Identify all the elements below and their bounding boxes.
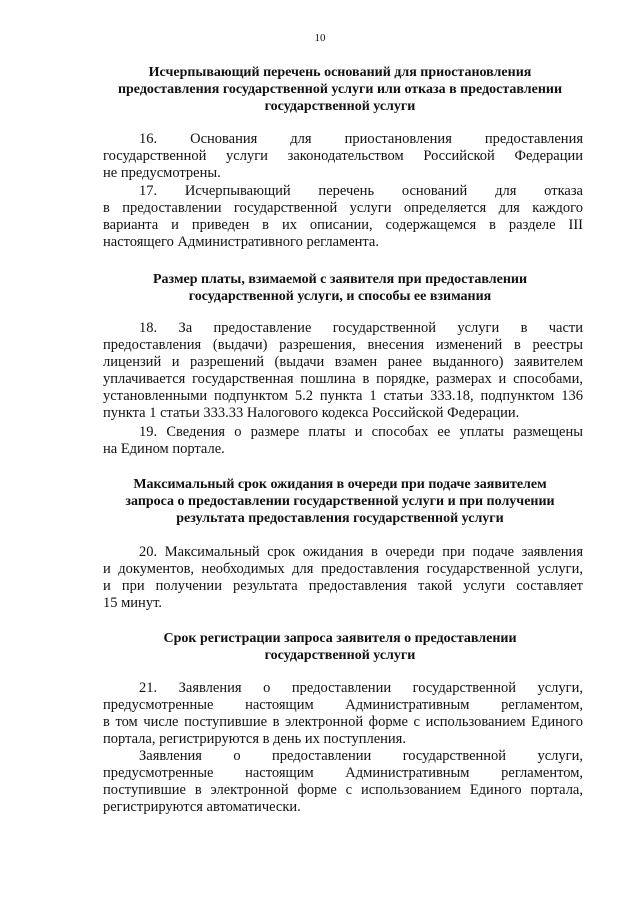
paragraph-19 bbox=[103, 424, 583, 458]
paragraph-16 bbox=[103, 131, 583, 182]
heading-line: результата предоставления государственной услуги bbox=[176, 511, 504, 526]
section-heading-registration bbox=[80, 630, 600, 664]
heading-line: Максимальный срок ожидания в очереди при подаче заявителем bbox=[133, 477, 547, 492]
section-heading-queue-time bbox=[80, 476, 600, 527]
heading-line: Исчерпывающий перечень оснований для приостановления bbox=[148, 65, 532, 80]
text-line: и документов, необходимых для предоставления государственной услуги, bbox=[103, 561, 583, 577]
paragraph-21-continued bbox=[103, 748, 583, 816]
text-line: и при получении результата предоставления такой услуги составляет bbox=[103, 578, 583, 594]
text-line: не предусмотрены. bbox=[103, 165, 221, 181]
heading-line: государственной услуги bbox=[264, 99, 416, 114]
heading-line: государственной услуги bbox=[264, 648, 416, 663]
text-line: пункта 1 статьи 333.33 Налогового кодекса Российской Федерации. bbox=[103, 405, 520, 421]
page-number: 10 bbox=[314, 32, 326, 44]
text-line: установленными подпунктом 5.2 пункта 1 статьи 333.18, подпунктом 136 bbox=[103, 388, 583, 404]
section-heading-grounds-for-refusal bbox=[80, 64, 600, 115]
section-heading-fee bbox=[80, 271, 600, 305]
text-line: в предоставлении государственной услуги определяется для каждого bbox=[103, 200, 583, 216]
text-line: 15 минут. bbox=[103, 595, 162, 611]
text-line: лицензий и разрешений (выдачи взамен ранее выданного) заявителем bbox=[103, 354, 583, 370]
heading-line: предоставления государственной услуги или отказа в предоставлении bbox=[117, 82, 563, 97]
text-line: в том числе поступившие в электронной форме с использованием Единого bbox=[103, 714, 583, 730]
paragraph-17 bbox=[103, 183, 583, 251]
text-line: предусмотренные настоящим Административным регламентом, bbox=[103, 697, 583, 713]
text-line: государственной услуги законодательством Российской Федерации bbox=[103, 148, 583, 164]
paragraph-21 bbox=[103, 680, 583, 748]
heading-line: государственной услуги, и способы ее взимания bbox=[188, 289, 492, 304]
heading-line: запроса о предоставлении государственной услуги и при получении bbox=[125, 494, 555, 509]
text-line: Заявления о предоставлении государственной услуги, bbox=[139, 748, 583, 764]
text-line: 21. Заявления о предоставлении государственной услуги, bbox=[139, 680, 583, 696]
text-line: 19. Сведения о размере платы и способах ее уплаты размещены bbox=[139, 424, 583, 440]
paragraph-20 bbox=[103, 544, 583, 612]
heading-line: Размер платы, взимаемой с заявителя при предоставлении bbox=[152, 272, 528, 287]
heading-line: Срок регистрации запроса заявителя о предоставлении bbox=[163, 631, 517, 646]
text-line: поступившие в электронной форме с использованием Единого портала, bbox=[103, 782, 583, 798]
text-line: 18. За предоставление государственной услуги в части bbox=[139, 320, 583, 336]
text-line: предусмотренные настоящим Административным регламентом, bbox=[103, 765, 583, 781]
text-line: на Едином портале. bbox=[103, 441, 225, 457]
text-line: 17. Исчерпывающий перечень оснований для отказа bbox=[139, 183, 583, 199]
paragraph-18 bbox=[103, 320, 583, 422]
text-line: 16. Основания для приостановления предоставления bbox=[139, 131, 583, 147]
text-line: уплачивается государственная пошлина в порядке, размерах и способами, bbox=[103, 371, 583, 387]
text-line: регистрируются автоматически. bbox=[103, 799, 301, 815]
text-line: портала, регистрируются в день их поступления. bbox=[103, 731, 406, 747]
text-line: предоставления (выдачи) разрешения, внесения изменений в реестры bbox=[103, 337, 583, 353]
text-line: 20. Максимальный срок ожидания в очереди при подаче заявления bbox=[139, 544, 583, 560]
text-line: настоящего Административного регламента. bbox=[103, 234, 379, 250]
text-line: варианта и приведен в их описании, содержащемся в разделе III bbox=[103, 217, 583, 233]
